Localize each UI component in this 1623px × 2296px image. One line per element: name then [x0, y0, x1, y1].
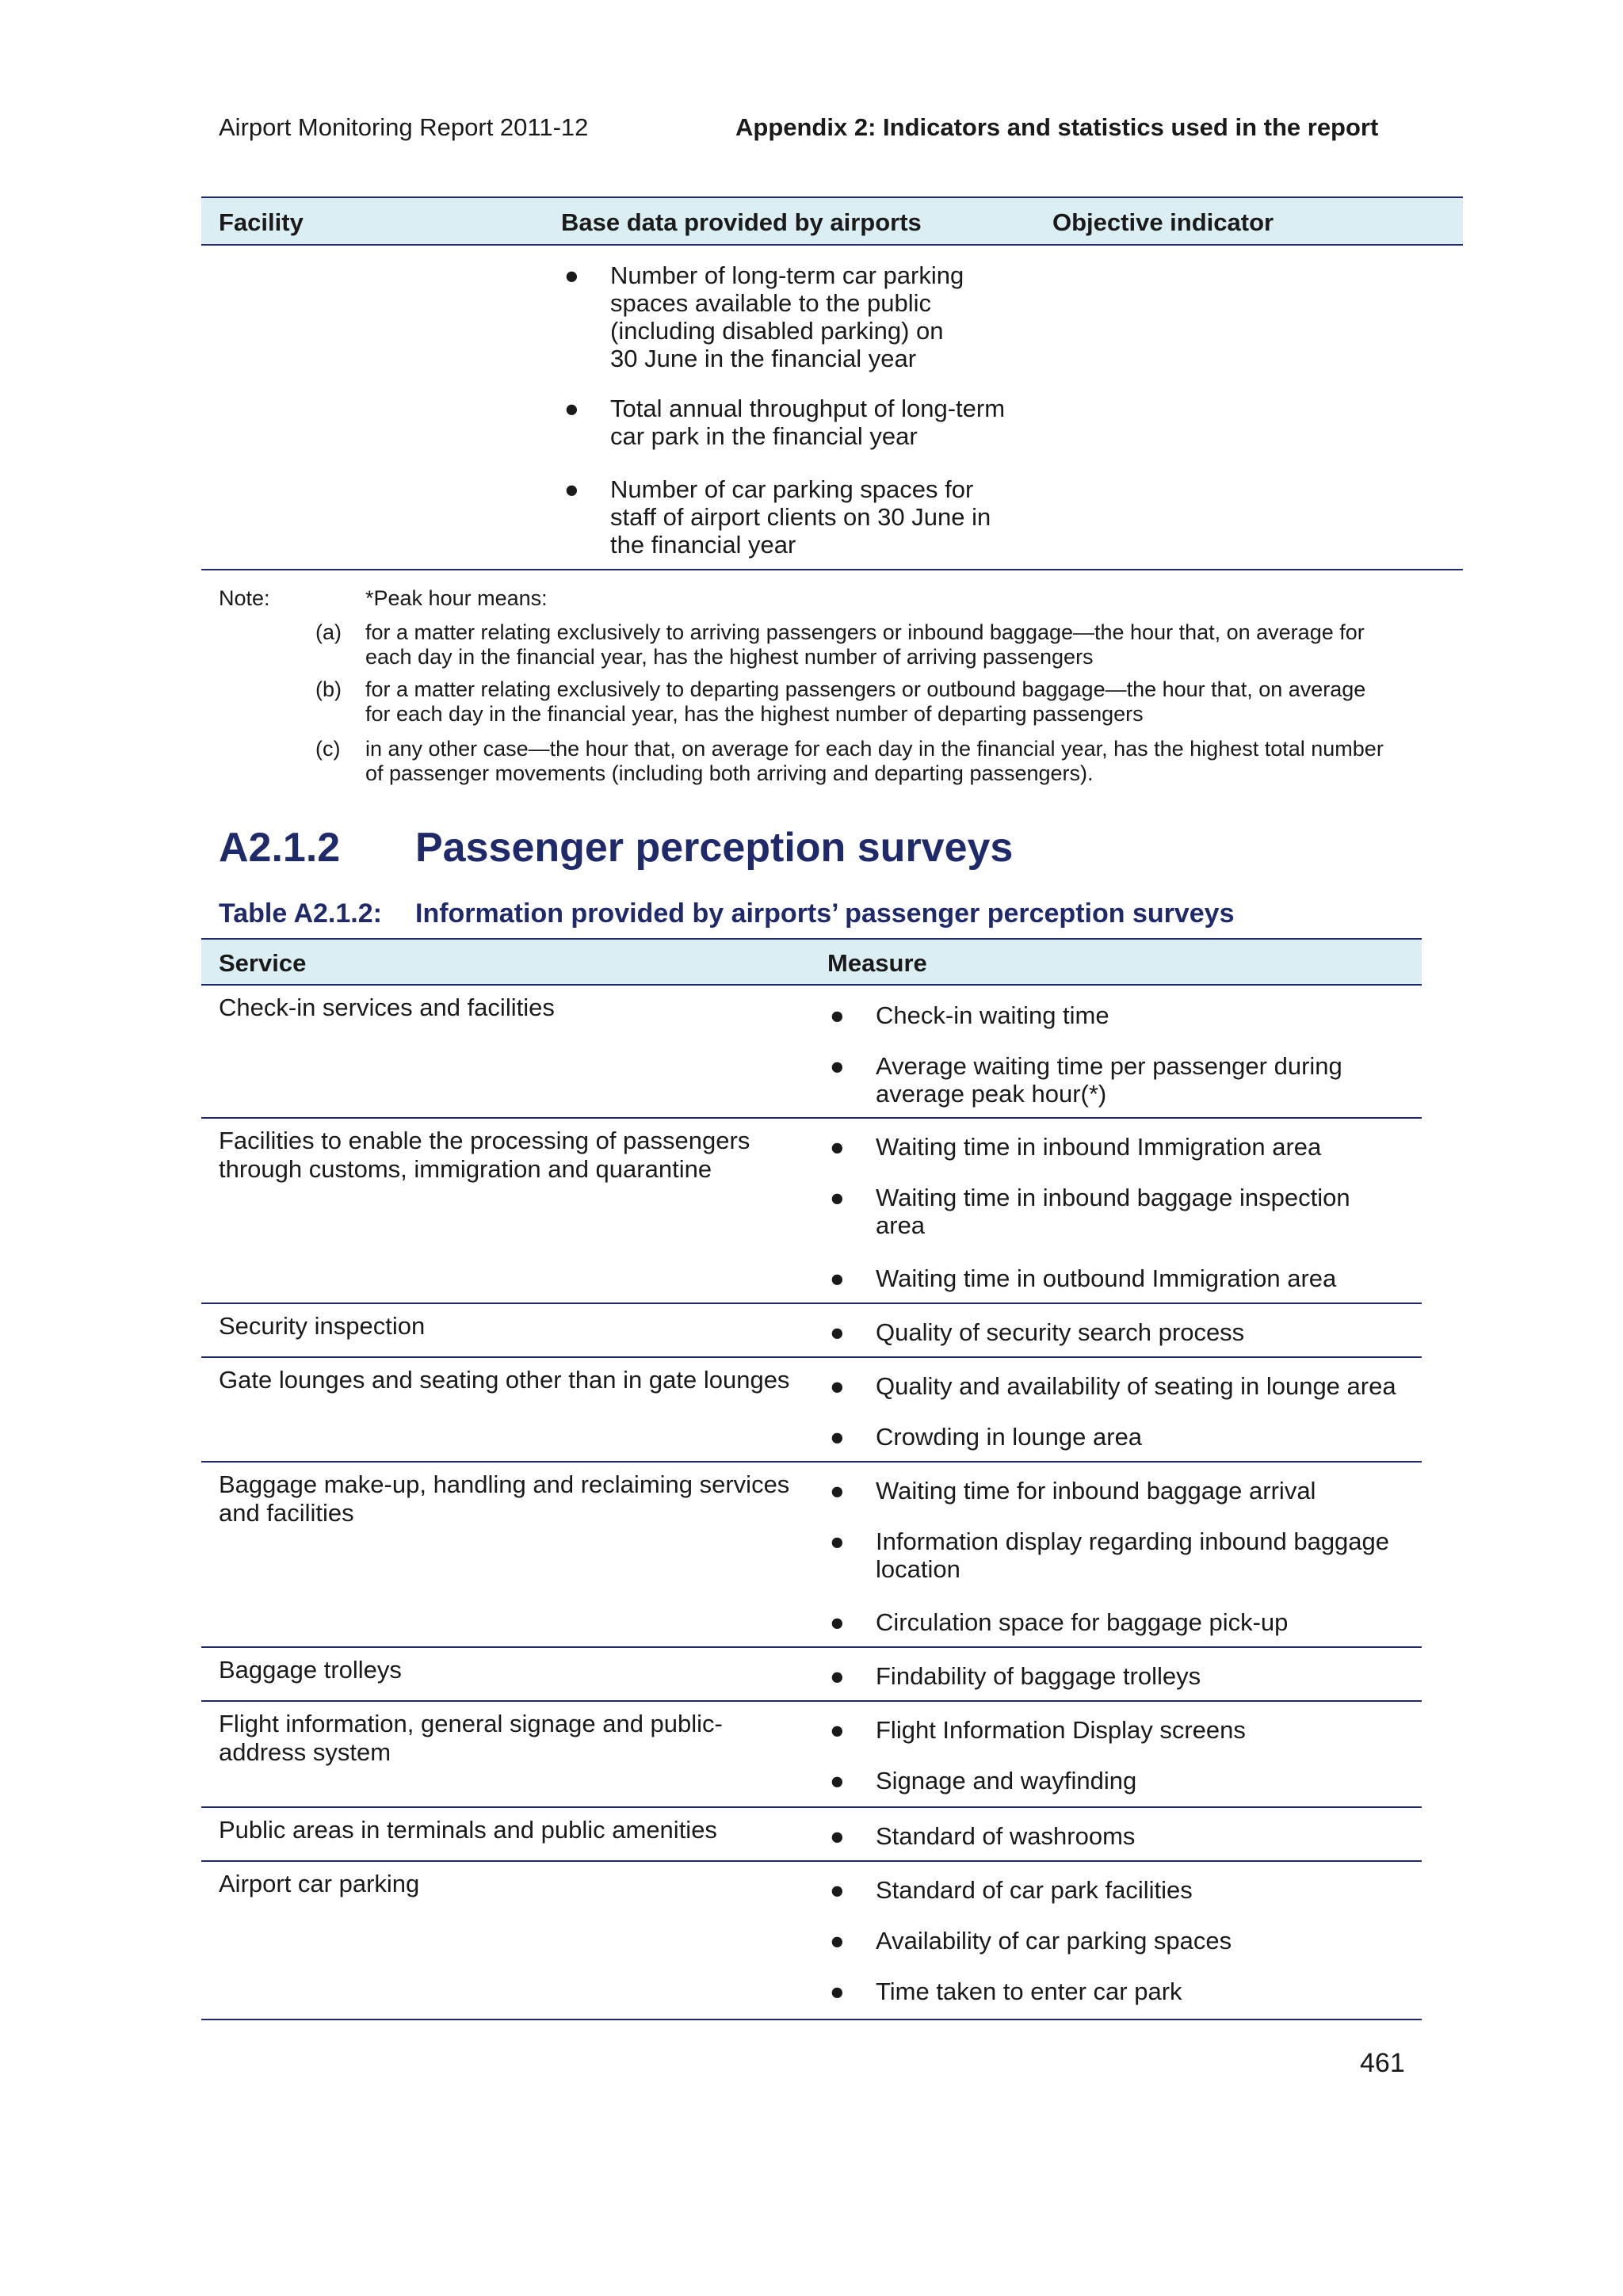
- service-cell: [219, 1656, 821, 1684]
- measure-line: Findability of baggage trolleys: [876, 1662, 1201, 1690]
- measure-line: Flight Information Display screens: [876, 1716, 1246, 1744]
- measure-line: Average waiting time per passenger during: [876, 1052, 1342, 1080]
- table-row: [201, 1304, 1422, 1358]
- measure-line: Waiting time in inbound baggage inspection: [876, 1184, 1350, 1211]
- list-item-line: Number of long-term car parking: [610, 261, 964, 289]
- measure-line: Waiting time for inbound baggage arrival: [876, 1477, 1316, 1505]
- service-line: Flight information, general signage and public-: [219, 1710, 723, 1737]
- note-item-letter: (c): [315, 737, 341, 761]
- list-item: [564, 475, 991, 559]
- measure-item: [830, 1423, 1415, 1451]
- table-row: [201, 1119, 1422, 1304]
- measure-item: [830, 1767, 1415, 1794]
- measure-line: area: [876, 1211, 926, 1239]
- measure-line: Signage and wayfinding: [876, 1767, 1137, 1794]
- measure-item: [830, 1716, 1415, 1744]
- note-item-text: [365, 737, 1384, 786]
- measure-item: [830, 1133, 1415, 1161]
- service-line: Public areas in terminals and public amenities: [219, 1816, 717, 1844]
- bullet-icon: ●: [830, 1372, 845, 1400]
- measure-item: [830, 1927, 1415, 1955]
- service-line: and facilities: [219, 1499, 354, 1527]
- measure-line: average peak hour(*): [876, 1080, 1107, 1108]
- survey-table: [201, 938, 1422, 2020]
- page-number: 461: [1360, 2048, 1405, 2078]
- table-caption-number: Table A2.1.2:: [219, 898, 382, 929]
- service-cell: [219, 1470, 821, 1527]
- bullet-icon: ●: [830, 1052, 845, 1080]
- list-item-line: Total annual throughput of long-term: [610, 395, 1006, 422]
- note-intro: *Peak hour means:: [365, 586, 548, 610]
- bullet-icon: ●: [830, 1318, 845, 1346]
- bullet-icon: ●: [830, 1927, 845, 1955]
- table-caption-title: Information provided by airports’ passenger perception surveys: [415, 898, 1235, 929]
- measure-item: [830, 1876, 1415, 1904]
- measure-item: [830, 1001, 1415, 1029]
- service-line: Gate lounges and seating other than in gate lounges: [219, 1366, 790, 1394]
- note-item-text: [365, 677, 1365, 727]
- list-item: [564, 261, 964, 372]
- measure-line: Standard of car park facilities: [876, 1876, 1193, 1904]
- list-item-line: car park in the financial year: [610, 422, 918, 450]
- measure-item: [830, 1372, 1415, 1400]
- measure-item: [830, 1184, 1415, 1239]
- measure-item: [830, 1608, 1415, 1636]
- section-number: A2.1.2: [219, 825, 341, 871]
- table-row: [201, 1862, 1422, 2020]
- measure-line: Waiting time in outbound Immigration area: [876, 1264, 1337, 1292]
- bullet-icon: ●: [830, 1608, 845, 1636]
- measure-line: Availability of car parking spaces: [876, 1927, 1232, 1955]
- bullet-icon: ●: [830, 1876, 845, 1904]
- service-line: Check-in services and facilities: [219, 994, 555, 1021]
- service-cell: [219, 1127, 821, 1184]
- service-cell: [219, 1710, 821, 1767]
- table-row: [201, 1463, 1422, 1648]
- service-cell: [219, 1366, 821, 1394]
- note-line: each day in the financial year, has the highest number of arriving passengers: [365, 645, 1094, 669]
- note-line: for each day in the financial year, has the highest number of departing passengers: [365, 702, 1144, 726]
- table-row: [201, 1702, 1422, 1808]
- column-header-service: Service: [219, 949, 307, 977]
- facility-table: [201, 196, 1463, 570]
- note-line: in any other case—the hour that, on average for each day in the financial year, has the highest total number: [365, 737, 1384, 761]
- measure-line: Quality of security search process: [876, 1318, 1245, 1346]
- table-row: [201, 1808, 1422, 1862]
- bullet-icon: ●: [830, 1133, 845, 1161]
- list-item-line: 30 June in the financial year: [610, 345, 917, 372]
- service-line: through customs, immigration and quarantine: [219, 1155, 712, 1183]
- list-item: [564, 395, 1006, 450]
- measure-line: Time taken to enter car park: [876, 1978, 1182, 2005]
- note-line: for a matter relating exclusively to departing passengers or outbound baggage—the hour that, on average: [365, 677, 1366, 701]
- bullet-icon: ●: [564, 395, 579, 422]
- section-title: Passenger perception surveys: [415, 825, 1014, 871]
- running-header-left: Airport Monitoring Report 2011-12: [219, 113, 589, 141]
- measure-line: Standard of washrooms: [876, 1822, 1136, 1850]
- table-row: [201, 986, 1422, 1119]
- bullet-icon: ●: [830, 1184, 845, 1211]
- list-item-line: Number of car parking spaces for: [610, 475, 974, 503]
- service-line: address system: [219, 1738, 391, 1766]
- running-header-right: Appendix 2: Indicators and statistics used in the report: [735, 113, 1379, 141]
- bullet-icon: ●: [564, 475, 579, 503]
- list-item-line: (including disabled parking) on: [610, 317, 944, 345]
- bullet-icon: ●: [830, 1001, 845, 1029]
- note-line: for a matter relating exclusively to arriving passengers or inbound baggage—the hour that, on average for: [365, 620, 1365, 644]
- column-header-facility: Facility: [219, 208, 304, 236]
- service-cell: [219, 994, 821, 1022]
- note-line: of passenger movements (including both arriving and departing passengers).: [365, 761, 1094, 785]
- list-item-line: the financial year: [610, 531, 796, 559]
- measure-line: Waiting time in inbound Immigration area: [876, 1133, 1322, 1161]
- measure-item: [830, 1052, 1415, 1108]
- note-label: Note:: [219, 586, 270, 610]
- service-cell: [219, 1816, 821, 1844]
- survey-table-header: [201, 938, 1422, 986]
- facility-table-body: [201, 246, 1463, 570]
- column-header-measure: Measure: [827, 949, 927, 977]
- service-line: Security inspection: [219, 1312, 426, 1340]
- column-header-base-data: Base data provided by airports: [561, 208, 922, 236]
- bullet-icon: ●: [830, 1423, 845, 1451]
- list-item-line: staff of airport clients on 30 June in: [610, 503, 991, 531]
- bullet-icon: ●: [830, 1822, 845, 1850]
- measure-item: [830, 1662, 1415, 1690]
- measure-item: [830, 1978, 1415, 2005]
- measure-line: Circulation space for baggage pick-up: [876, 1608, 1289, 1636]
- bullet-icon: ●: [830, 1662, 845, 1690]
- table-row: [201, 1358, 1422, 1463]
- bullet-icon: ●: [830, 1264, 845, 1292]
- service-cell: [219, 1312, 821, 1341]
- measure-item: [830, 1477, 1415, 1505]
- measure-line: Quality and availability of seating in lounge area: [876, 1372, 1396, 1400]
- table-row: [201, 1648, 1422, 1702]
- bullet-icon: ●: [830, 1767, 845, 1794]
- bullet-icon: ●: [564, 261, 579, 289]
- service-line: Baggage make-up, handling and reclaiming services: [219, 1470, 790, 1498]
- measure-line: Information display regarding inbound baggage: [876, 1527, 1390, 1555]
- bullet-icon: ●: [830, 1477, 845, 1505]
- column-header-objective-indicator: Objective indicator: [1052, 208, 1274, 236]
- measure-item: [830, 1527, 1415, 1583]
- facility-table-header: [201, 196, 1463, 246]
- bullet-icon: ●: [830, 1527, 845, 1555]
- measure-line: Crowding in lounge area: [876, 1423, 1143, 1451]
- bullet-icon: ●: [830, 1978, 845, 2005]
- service-cell: [219, 1870, 821, 1898]
- measure-item: [830, 1264, 1415, 1292]
- service-line: Facilities to enable the processing of passengers: [219, 1127, 750, 1154]
- service-line: Airport car parking: [219, 1870, 420, 1897]
- note-item-letter: (b): [315, 677, 342, 701]
- note-item-text: [365, 620, 1365, 669]
- list-item-line: spaces available to the public: [610, 289, 931, 317]
- bullet-icon: ●: [830, 1716, 845, 1744]
- measure-line: Check-in waiting time: [876, 1001, 1109, 1029]
- service-line: Baggage trolleys: [219, 1656, 402, 1684]
- measure-item: [830, 1318, 1415, 1346]
- measure-line: location: [876, 1555, 960, 1583]
- note-item-letter: (a): [315, 620, 342, 644]
- measure-item: [830, 1822, 1415, 1850]
